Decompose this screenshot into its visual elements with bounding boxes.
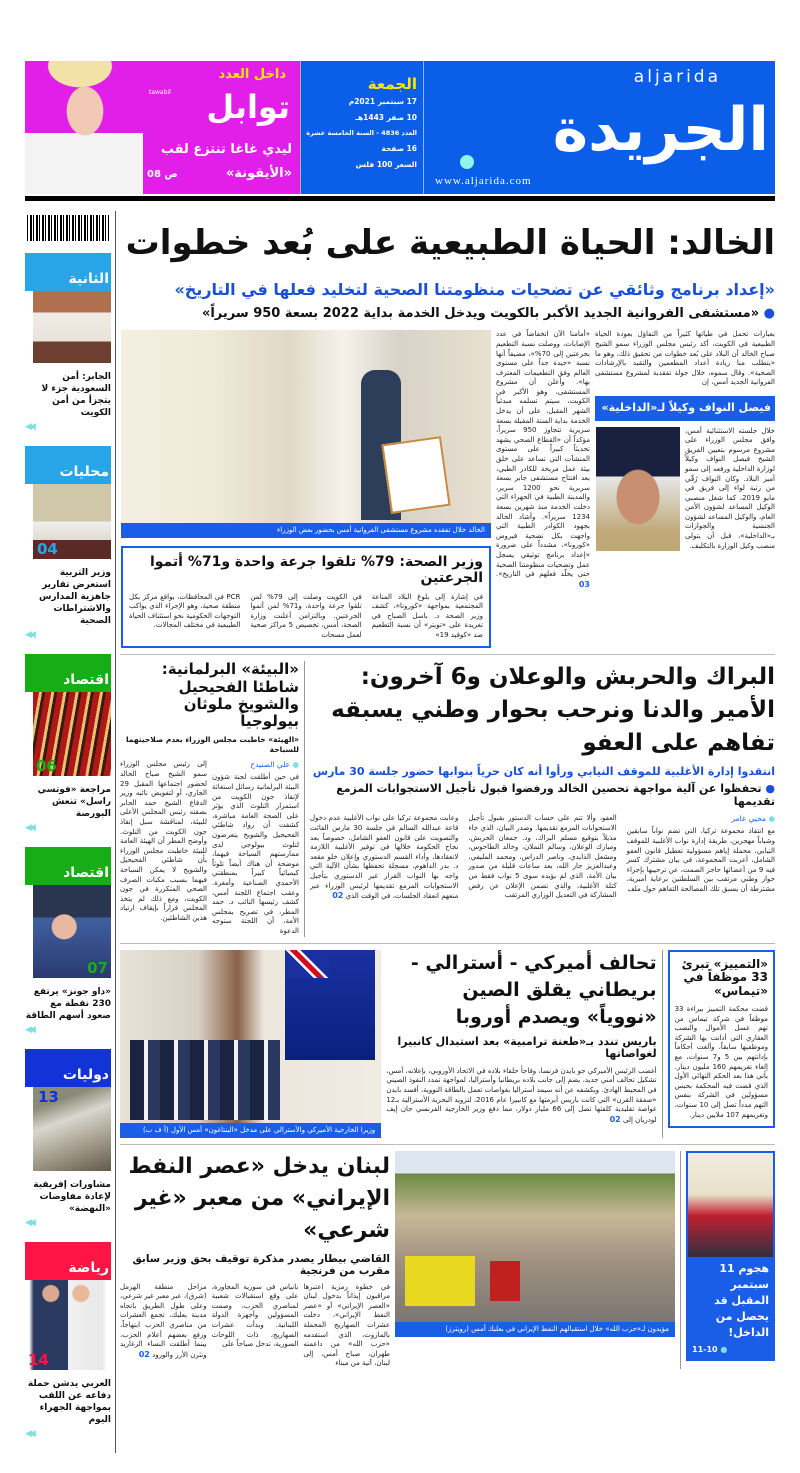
page-ref[interactable]: 02 [332,891,344,901]
nawaf-headline-bar[interactable]: فيصل النواف وكيلاً لـ«الداخلية» [595,396,775,421]
sidebar-caption-economy[interactable]: مراجعة «فوتسي راسل» تنعش البورصة [37,785,111,819]
sidebar-caption-international[interactable]: مشاورات إفريقية لإعادة مفاوضات «النهضة» [33,1180,111,1214]
health-headline: وزير الصحة: 79% تلقوا جرعة واحدة و71% أتموا الجرعتين [149,554,483,587]
lebanon-column-1: في خطوة رمزية اعتبرها مراقبون إيذاناً بدخول لبنان «العصر الإيراني» أو «عصر النفط الإيراني»، دخلت عشرات الصهاريج المحملة بالمازوت، الذي استقدمه «حزب الله» من داعمته طهران، صباح أمس، إلى لبنان، آتية من ميناء [303,1282,390,1368]
nawaf-row [595,427,775,552]
sidebar-photo-economy[interactable] [33,692,111,776]
bullet-icon: ● [759,306,775,322]
column-divider [662,950,663,1138]
divider [120,943,775,944]
lebanon-column-3: مراحل منطقة الهرمل (شرق)، عبر معبر غير شرعي، وعلى طول الطريق باتجاه مدينة بعلبك، تجمع العشرات من مناصري الحزب ابتهاجاً، ورفع بعضهم أعلام الحزب، بينما أطلقت النساء الزغاريد ونثرن الأرز والورود 02 [119,1282,207,1359]
lead-subhead: «إعداد برنامج وثائقي عن تضحيات منظومتنا الصحية لتخليد فعلها في التاريخ» [174,280,775,299]
website[interactable]: www.aljarida.com [435,175,532,187]
more-arrow-icon[interactable]: ◀◀ [25,1429,33,1439]
lead-photo[interactable] [121,330,491,538]
sidebar-photo-local[interactable] [33,484,111,559]
more-arrow-icon[interactable]: ◀◀ [25,823,33,833]
dot-icon: ● [720,1344,728,1354]
sidebar-divider [115,211,116,1453]
column-divider [680,1151,681,1369]
page-number: 14 [28,1351,49,1369]
promo-page: ص 08 [147,169,178,180]
sidebar-section-international[interactable]: دوليات [25,1049,111,1087]
promo-supplement-latin: tawabil [149,89,171,96]
promo-headline-2: «الأيقونة» [225,166,292,181]
page-number: 06 [36,757,57,775]
amnesty-subhead: انتقدوا إدارة الأغلبية للموقف النيابي ورأوا أنه كان حرياً بنوابها حضور جلسة 30 مارس [312,765,775,779]
sept11-headline: هجوم 11 سبتمبر المقبل قد يحصل من الداخل! [714,1261,769,1339]
header [25,61,775,194]
lead-right-column [595,330,775,551]
environment-subhead: «الهيئة» خاطبت مجلس الوزراء بعدم صلاحيتهما للسباحة [125,735,299,755]
nawaf-body: خلال جلسته الاستثنائية أمس، وافق مجلس الوزراء على مشروع مرسوم بتعيين الفريق الشيخ فيصل النواف وكيلاً لوزارة الداخلية ورفعه إلى سمو أمير البلاد. وكان النواف رُقّي من رتبة لواء إلى فريق في مايو 2019، كما شغل منصبي الوكيل المساعد لشؤون الأمن العام، والوكيل المساعد لشؤون الجنسية والجوازات بـ«الداخلية»، قبل أن يتولى منصب وكيل الوزارة بالتكليف. [685,426,775,550]
issue-number: العدد 4836 - السنة الخامسة عشرة [306,129,417,137]
logo-latin: aljarida [633,67,721,87]
more-arrow-icon[interactable]: ◀◀ [25,1218,33,1228]
amnesty-bullet: ● تحفظوا عن آلية مواجهة تحصين الخالد ورفضوا قبول تأجيل الاستجوابات المزمع تقديمها [336,782,775,808]
sidebar-section-sports[interactable]: رياضة [25,1242,111,1280]
sept11-photo [688,1153,773,1257]
lebanon-headline[interactable]: لبنان يدخل «عصر النفط الإيراني» من معبر «غير شرعي» [128,1153,390,1243]
amnesty-author: ● محيي عامر [731,814,775,824]
lebanon-photo[interactable] [395,1151,675,1337]
page-body [25,211,775,1453]
sidebar-photo-second[interactable] [33,291,111,363]
lead-left-column [121,330,491,648]
photo-caption: الخالد خلال تفقده مشروع مستشفى الفروانية أمس بحضور بعض الوزراء [121,523,491,538]
page-ref[interactable]: 03 [578,579,590,589]
lead-row [120,330,775,648]
alliance-headline[interactable]: تحالف أميركي - أسترالي - بريطاني يقلق الصين «نووياً» ويصدم أوروبا [410,951,657,1028]
sept11-page-ref[interactable]: 11-10 ● [692,1344,728,1354]
sidebar-section-local[interactable]: محليات [25,446,111,484]
day-name: الجمعة [367,75,417,93]
lead-column-1: بعبارات تحمل في طياتها كثيراً من التفاؤل بعودة الحياة الطبيعية في الكويت، أكد رئيس مجلس الوزراء سمو الشيخ صباح الخالد أن البلاد على بُعد خطوات من تحقيق ذلك، وهو ما «يتطلب منا زيادة أعداد المطعمين والتقيد بالإرشادات الصحية». وقال سموه، خلال جولة تفقدية لمشروع مستشفى الفروانية الجديد أمس، إن [595,330,775,387]
page-number: 13 [38,1088,59,1106]
sidebar-photo-economy-2[interactable] [33,885,111,978]
sidebar-section-economy[interactable]: اقتصاد [25,654,111,692]
sept11-box[interactable] [686,1151,775,1361]
tamyeez-body: قضت محكمة التمييز ببراءة 33 موظفاً في شركة تيماس من تهم غسل الأموال والنصب العقاري التي أدانت بها الشركة وموظفيها سابقاً، وألغت أحكاماً بإدانتهم بين 5 و7 سنوات، مع إلغاء تغريمهم 160 مليون دينار. يأتي هذا بعد الحكم النهائي الأول الذي قضت فيه المحكمة بحبس مسؤولين في الشركة بنفس التهم مدداً تصل إلى 10 سنوات، وتغريمهم 107 ملايين دينار. [674,1004,768,1119]
photo-caption: وزيرا الخارجية الأميركي والأسترالي على مدخل «البنتاغون» أمس الأول (أ ف ب) [120,1123,381,1138]
author-dot-icon: ● [290,760,299,770]
logo-dot [460,155,474,169]
lead-column-2: «أمامنا الآن انخفاضاً في عدد الإصابات، ووصلت نسبة التطعيم بجرعتين إلى 70%»، مضيفاً أنها نسبة «جيدة جداً على مستوى العالم وفق التطعيمات المعترف بها». وأعلن أن مشروع المستشفى، وهو الأكبر في الكويت، سيتم تسلمه مبدئياً الشهر المقبل، على أن يدخل الخدمة بداية السنة المقبلة بسعة سريرية تتجاوز 950 سريراً، مؤكداً أن «القطاع الصحي يشهد تحديثاً كبيراً على مستوى المنشآت التي تساعد على خلق بيئة عمل مريحة للكادر الطبي، بعد افتتاح مستشفى جابر بسعة سريرية نحو 1200 سرير، والمدينة الطبية في الجهراء التي دخلت الخدمة منذ شهرين بسعة 1234 سريراً». وأشاد الخالد بجهود الكوادر الطبية التي واجهت بكل تضحية فيروس «كورونا»، مشدداً على ضرورة «إعداد برنامج توثيقي يسجل عمل وتضحيات منظومتنا الصحية حتى يخلّد فعلهم في التاريخ». 03 [496,330,591,589]
lebanon-row [120,1151,775,1369]
promo-banner[interactable] [25,61,300,194]
more-arrow-icon[interactable]: ◀◀ [25,630,33,640]
alliance-story [386,950,656,1126]
alliance-subhead: باريس تندد بـ«طعنة ترامبية» بعد استبدال كانبيرا لغواصاتها [397,1034,657,1061]
lead-bullet: ● «مستشفى الفروانية الجديد الأكبر بالكويت ويدخل الخدمة بداية 2022 بسعة 950 سريراً» [201,306,775,322]
lebanon-story [120,1151,390,1369]
bullet-icon: ● [761,782,775,796]
page-ref[interactable]: 02 [138,1349,150,1359]
date-block [300,61,424,194]
sidebar [25,211,111,1453]
amnesty-column-3: وعابت مجموعة تركيا على نواب الأغلبية عدم دخول قاعة عبدالله السالم في جلسة 30 مارس الفائت والتصويت على قانون العفو الشامل، خصوصاً بعد نجاح الحكومة خلالها في توفير الأغلبية اللازمة لانعقادها، وأداء القسم الدستوري وإعلان خلو مقعد د. بدر الداهوم، مسجلة تحفظها بشأن الآلية التي واجه بها النواب القرار غير الدستوري بتأجيل الاستجوابات المزمع تقديمها لرئيس الوزراء عبر منعهم انعقاد الجلسات، في الوقت الذي 02 [310,814,459,901]
environment-story [120,661,299,936]
sidebar-caption-local[interactable]: وزير التربية استعرض تقارير جاهزية المدارس والاشتراطات الصحية [38,568,111,626]
sidebar-photo-sports[interactable] [25,1280,111,1370]
tamyeez-box[interactable] [668,950,775,1129]
amnesty-column-2: العفو، وألا تتم على حساب الدستور بقبول تأجيل الاستجوابات المزمع تقديمها. وصدر البيان، الذي جاء مذيلاً بتوقيع مسلم البراك، ود. جمعان الحربش، ومبارك الوعلان، وسالم النملان، وخالد الطاحوس، ومشعل الذايدي، وناصر الدراس، ومحمد المليفي، وعبدالعزيز جار الله، بعد ساعات قليلة من صدور بيان الأمة، الذي لم يؤيده سوى 5 نواب فقط من كتلة الأغلبية، والذي تضمن الإعلان عن رفض المشاركة في التعديل الوزاري المرتقب [468,814,617,900]
more-arrow-icon[interactable]: ◀◀ [25,1025,33,1035]
alliance-body: أغضب الرئيس الأميركي جو بايدن فرنسا، وفاجأ حلفاء بلاده في الاتحاد الأوروبي، بإعلانه، أمس، تشكيل تحالف أمني جديد، يضم إلى جانب بلاده بريطانيا وأستراليا، لمواجهة تمدد النفوذ الصيني في المحيط الهادئ. وبكشفه عن أنه سيمد أستراليا بغواصات تعمل بالطاقة النووية، أفسد بايدن «صفقة القرن» التي كانت باريس أبرمتها مع كانبيرا عام 2016، لتزويد البحرية الأسترالية بـ12 غواصة تقليدية كلفتها تصل إلى 66 مليار دولار، مما دفع وزير الخارجية الفرنسي جان إيف لودريان إلى 02 [386,1066,657,1124]
environment-author: ● علي الصنيدح [250,760,299,770]
main-column [120,211,775,1369]
health-column-1: في إشارة إلى بلوغ البلاد المناعة المجتمعية بمواجهة «كورونا»، كشف وزير الصحة د. باسل الصباح في تغريدة على «تويتر» أن نسبة التطعيم ضد «كوفيد 19» [371,592,483,639]
alliance-photo[interactable] [120,950,381,1138]
environment-headline[interactable]: «البيئة» البرلمانية: شاطئا الفحيحيل والشويخ ملوثان بيولوجياً [161,660,299,731]
price: السعر 100 فلس [355,160,417,169]
masthead [300,61,775,194]
lebanon-subhead: القاضي بيطار يصدر مذكرة توقيف بحق وزير سابق مقرب من فرنجية [132,1252,390,1277]
page-ref[interactable]: 02 [609,1114,621,1124]
more-arrow-icon[interactable]: ◀◀ [25,422,33,432]
tamyeez-headline: «التمييز» تبرئ 33 موظفاً في «تيماس» [681,956,768,999]
promo-headline: ليدي غاغا تنتزع لقب [160,142,292,157]
column-divider [304,661,305,936]
alliance-row [120,950,775,1138]
logo: الجريدة [552,95,769,165]
promo-supplement-logo: توابل [206,88,290,126]
amnesty-row [120,661,775,936]
sidebar-section-second[interactable]: الثانية [25,253,111,291]
amnesty-story [310,661,775,901]
amnesty-headline[interactable]: البراك والحربش والوعلان و6 آخرون: الأمير والدنا ونرحب بحوار وطني يسبقه تفاهم على العفو [331,664,775,757]
lady-gaga-photo [25,61,143,194]
lead-headline[interactable]: الخالد: الحياة الطبيعية على بُعد خطوات [125,223,775,263]
nawaf-photo [596,427,680,551]
promo-inside-label: داخل العدد [218,67,286,82]
environment-column-2: إلى رئيس مجلس الوزراء سمو الشيخ صباح الخالد لحضور اجتماعها المقبل 29 الجاري، أو لتفويض نائبه وزير الدفاع الشيخ حمد الجابر بصفته رئيس المجلس الأعلى للبيئة، لمناقشة سبل إنقاذ جون الكويت من التلوث. وأوضح المطر أن الهيئة العامة للبيئة خاطبت مجلس الوزراء بأن شاطئي الفحيحيل والشويخ لا يمكن السباحة فيهما بسبب مكبات الصرف الصحي المتكررة في جون الكويت، ومع ذلك لم يتخذ المجلس قراراً بإيقاف ارتياد هذين الشاطئين. [120,760,207,922]
page-count: 16 صفحة [381,144,417,153]
environment-column-1: في حين أطلقت لجنة شؤون البيئة البرلمانية رسائل استغاثة لإنقاذ جون الكويت من استمرار التلوث الذي يؤثر على الصحة العامة مباشرة، كشفت أن رواد شاطئي الفحيحيل والشويخ يتعرضون لتلوث بيولوجي لدى ممارستهم السباحة فيهما، موضحة أن هناك أيضاً تلوثاً كيميائياً كبيراً بمنطقتي الأحمدي الصناعية وأمغرة. وعقب اجتماع اللجنة أمس، كشف رئيسها النائب د. حمد المطر، في تصريح بمجلس الأمة، أن اللجنة ستوجه الدعوة [212,773,299,935]
author-dot-icon: ● [766,814,775,824]
sidebar-photo-international[interactable] [33,1087,111,1171]
health-column-2: في الكويت وصلت إلى 79% لمن تلقوا جرعة واحدة، و71% لمن أتموا الجرعتين. وبالتزامن أعلنت وزارة الصحة، أمس، تخصيص 5 مراكز صحية لعمل مسحات [250,592,362,639]
divider [120,654,775,655]
photo-caption: مؤيدون لـ«حزب الله» خلال استقبالهم النفط الإيراني في بعلبك أمس (رويترز) [395,1322,675,1337]
health-box[interactable] [121,546,491,648]
lebanon-column-2: بانياس في سورية المجاورة، على وقع استقبالات شعبية لمناصري الحزب، وصمت المسؤولين وأجهزة الدولة اللبنانية. وبدأت عشرات الصهاريج، ذات اللوحات السورية، تدخل صباحاً على [211,1282,299,1349]
health-column-3: PCR في المحافظات، بواقع مركز بكل منطقة صحية، وهو الإجراء الذي يواكب التوجهات الحكومية نحو استئناف الحياة الطبيعية في مختلف المجالات. [129,592,241,630]
divider [120,1144,775,1145]
amnesty-column-1: مع انتقاد مجموعة تركيا، التي تضم نواباً سابقين وشباباً مهجرين، طريقة إدارة نواب الأغلبية للموقف النيابي، محملة إياهم مسؤولية تعطيل قانون العفو الشامل، أعربت المجموعة، في بيان مشترك كسر فيه 9 من أعضائها حاجز الصمت، عن ترحيبها بإجراء حوار وطني مرتقب بين السلطتين برعاية أميرية، مشترطة أن يسبق تلك المصالحة التفاهم حول ملف [626,827,776,893]
date-gregorian: 17 سبتمبر 2021م [348,97,417,106]
sidebar-caption-sports[interactable]: العربي يدشن حملة دفاعه عن اللقب بمواجهة الجهراء اليوم [27,1379,111,1425]
barcode [27,215,109,241]
page-number: 07 [87,959,108,977]
sidebar-section-economy-2[interactable]: اقتصاد [25,847,111,885]
page-number: 04 [37,540,58,558]
sidebar-caption-second[interactable]: الجابر: أمن السعودية جزء لا يتجزأ من أمن الكويت [41,372,111,418]
sidebar-caption-economy-2[interactable]: «داو جونز» يرتفع 230 نقطة مع صعود أسهم الطاقة [25,987,111,1021]
date-hijri: 10 صفر 1443هـ [355,113,417,122]
masthead-rule [25,196,775,201]
